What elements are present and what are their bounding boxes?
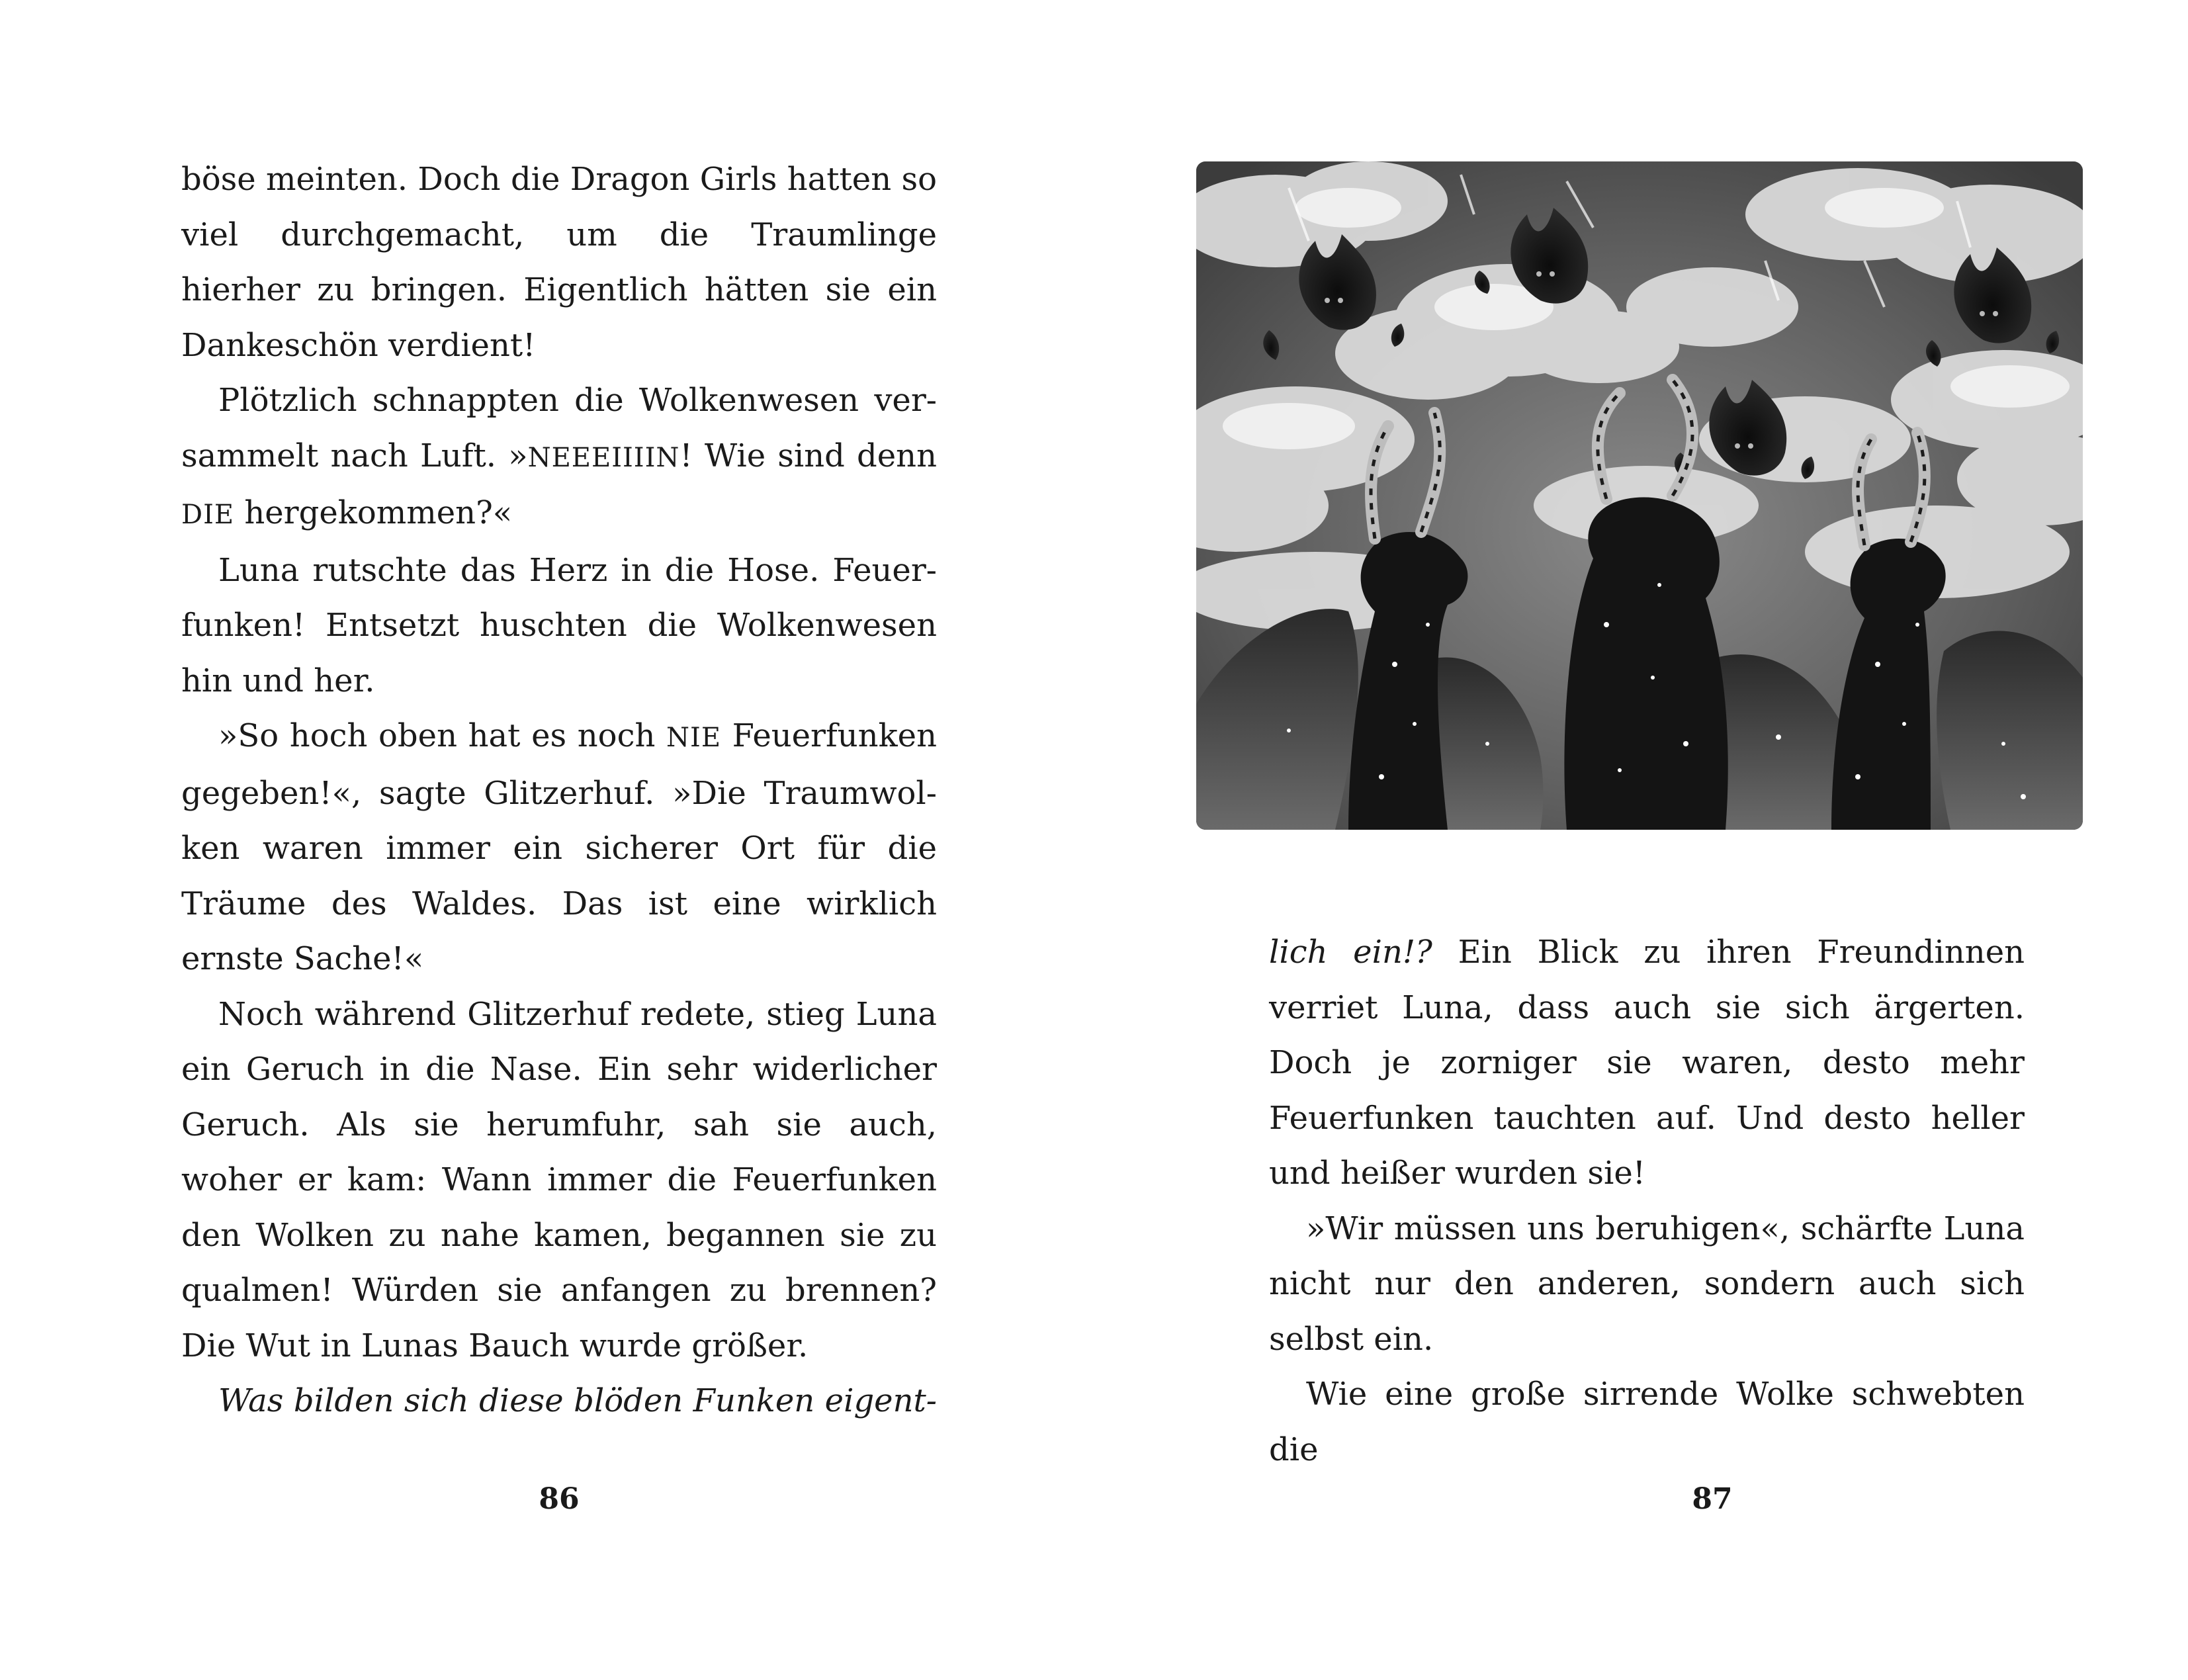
dragons-and-fire-sparks-illustration-icon	[1196, 161, 2083, 830]
paragraph-text: »So hoch oben hat es noch	[218, 717, 667, 754]
paragraph	[1269, 1202, 2025, 1368]
paragraph-text: Luna rutschte das Herz in die Hose. Feuerfunken! Entsetzt huschten die Wolkenwesen hin und her.	[181, 551, 937, 699]
right-page	[1092, 0, 2188, 1680]
paragraph	[181, 152, 937, 373]
paragraph-text: Ein Blick zu ihren Freundinnen verriet Luna, dass auch sie sich ärgerten. Doch je zorniger sie waren, desto mehr Feuerfunken tauchten auf. Und desto heller und heißer wurden sie!	[1269, 934, 2025, 1192]
paragraph	[181, 987, 937, 1374]
paragraph-text: Plötzlich schnappten die Wolkenwesen versammelt nach Luft. »	[181, 382, 937, 474]
page-number: 87	[1692, 1482, 1733, 1516]
paragraph	[181, 1374, 937, 1429]
paragraph	[181, 373, 937, 543]
emphasis-text: DIE	[181, 500, 235, 530]
paragraph	[1269, 1367, 2025, 1478]
paragraph-text: Noch während Glitzerhuf redete, stieg Luna ein Geruch in die Nase. Ein sehr widerlicher Geruch. Als sie herumfuhr, sah sie auch, woher er kam: Wann immer die Feuerfunken den Wolken zu nahe kamen, begannen sie zu qualmen! Würden sie anfangen zu brennen? Die Wut in Lunas Bauch wurde größer.	[181, 995, 937, 1364]
paragraph	[1269, 925, 2025, 1202]
paragraph	[181, 543, 937, 709]
left-page	[0, 0, 1092, 1680]
emphasis-text: NIE	[666, 723, 722, 753]
page-number: 86	[539, 1482, 580, 1516]
left-page-text	[181, 152, 937, 1429]
paragraph-text: Feuerfunken gegeben!«, sagte Glitzerhuf. »Die Traumwolken waren immer ein sicherer Ort für die Träume des Waldes. Das ist eine wirklich ernste Sache!«	[181, 717, 938, 977]
paragraph-text: hergekommen?«	[234, 494, 513, 531]
italic-thought: lich ein!?	[1269, 934, 1432, 971]
paragraph-text: ! Wie sind denn	[679, 437, 937, 474]
paragraph-text: böse meinten. Doch die Dragon Girls hatten so viel durchgemacht, um die Traumlinge hierher zu bringen. Eigentlich hätten sie ein Dankeschön verdient!	[181, 161, 937, 364]
paragraph-text: »Wir müssen uns beruhigen«, schärfte Luna nicht nur den anderen, sondern auch sich selbst ein.	[1269, 1210, 2025, 1358]
paragraph	[181, 709, 937, 987]
right-page-text	[1269, 925, 2025, 1478]
shout-text: NEEEIIIIN	[527, 442, 680, 473]
paragraph-text: Wie eine große sirrende Wolke schwebten die	[1269, 1376, 2025, 1468]
italic-thought: Was bilden sich diese blöden Funken eigent-	[218, 1382, 937, 1419]
